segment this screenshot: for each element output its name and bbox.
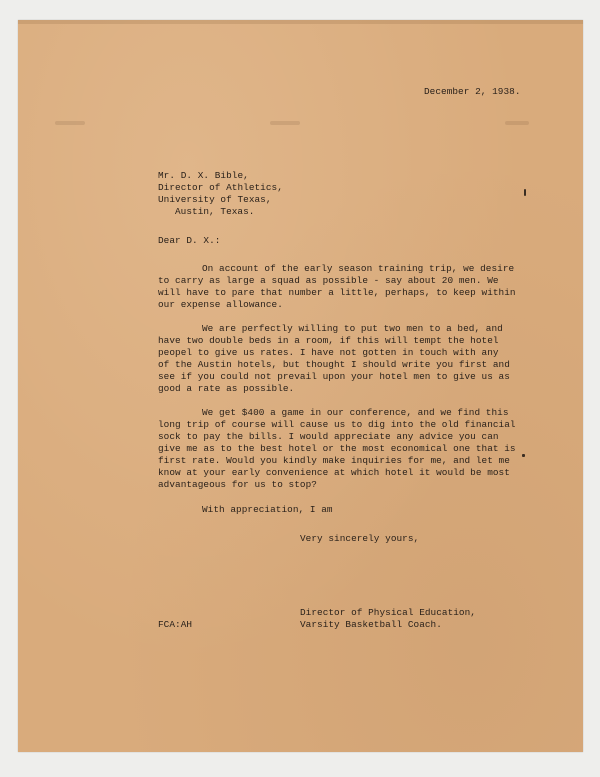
body-line: We are perfectly willing to put two men to a bed, and bbox=[202, 323, 503, 334]
body-line: give me as to the best hotel or the most economical one that is bbox=[158, 443, 516, 454]
body-line: sock to pay the bills. I would appreciate any advice you can bbox=[158, 431, 499, 442]
body-line: first rate. Would you kindly make inquiries for me, and let me bbox=[158, 455, 510, 466]
body-line: good a rate as possible. bbox=[158, 383, 295, 394]
complimentary-close: Very sincerely yours, bbox=[300, 533, 420, 544]
signature-title: Director of Physical Education, bbox=[300, 607, 476, 618]
bleed-through-mark bbox=[270, 121, 300, 125]
body-line: have two double beds in a room, if this will tempt the hotel bbox=[158, 335, 499, 346]
signature-title: Varsity Basketball Coach. bbox=[300, 619, 442, 630]
recipient-line: Austin, Texas. bbox=[175, 206, 255, 217]
body-line: peopel to give us rates. I have not gotten in touch with any bbox=[158, 347, 499, 358]
letter-page bbox=[18, 20, 583, 752]
body-line: long trip of course will cause us to dig into the old financial bbox=[158, 419, 516, 430]
bleed-through-mark bbox=[505, 121, 529, 125]
letter-date: December 2, 1938. bbox=[424, 86, 521, 97]
ink-speck bbox=[522, 454, 525, 457]
body-line: see if you could not prevail upon your hotel men to give us as bbox=[158, 371, 510, 382]
salutation: Dear D. X.: bbox=[158, 235, 221, 246]
closing-line: With appreciation, I am bbox=[202, 504, 333, 515]
recipient-line: Mr. D. X. Bible, bbox=[158, 170, 249, 181]
recipient-line: University of Texas, bbox=[158, 194, 272, 205]
body-line: to carry as large a squad as possible - say about 20 men. We bbox=[158, 275, 499, 286]
body-line: will have to pare that number a little, perhaps, to keep within bbox=[158, 287, 516, 298]
body-line: On account of the early season training trip, we desire bbox=[202, 263, 515, 274]
page-edge-shadow bbox=[18, 20, 583, 24]
recipient-line: Director of Athletics, bbox=[158, 182, 283, 193]
body-line: advantageous for us to stop? bbox=[158, 479, 317, 490]
body-line: of the Austin hotels, but thought I should write you first and bbox=[158, 359, 510, 370]
body-line: our expense allowance. bbox=[158, 299, 283, 310]
ink-speck bbox=[524, 189, 526, 196]
reference-initials: FCA:AH bbox=[158, 619, 193, 630]
body-line: know at your early convenience at which hotel it would be most bbox=[158, 467, 510, 478]
bleed-through-mark bbox=[55, 121, 85, 125]
body-line: We get $400 a game in our conference, and we find this bbox=[202, 407, 509, 418]
